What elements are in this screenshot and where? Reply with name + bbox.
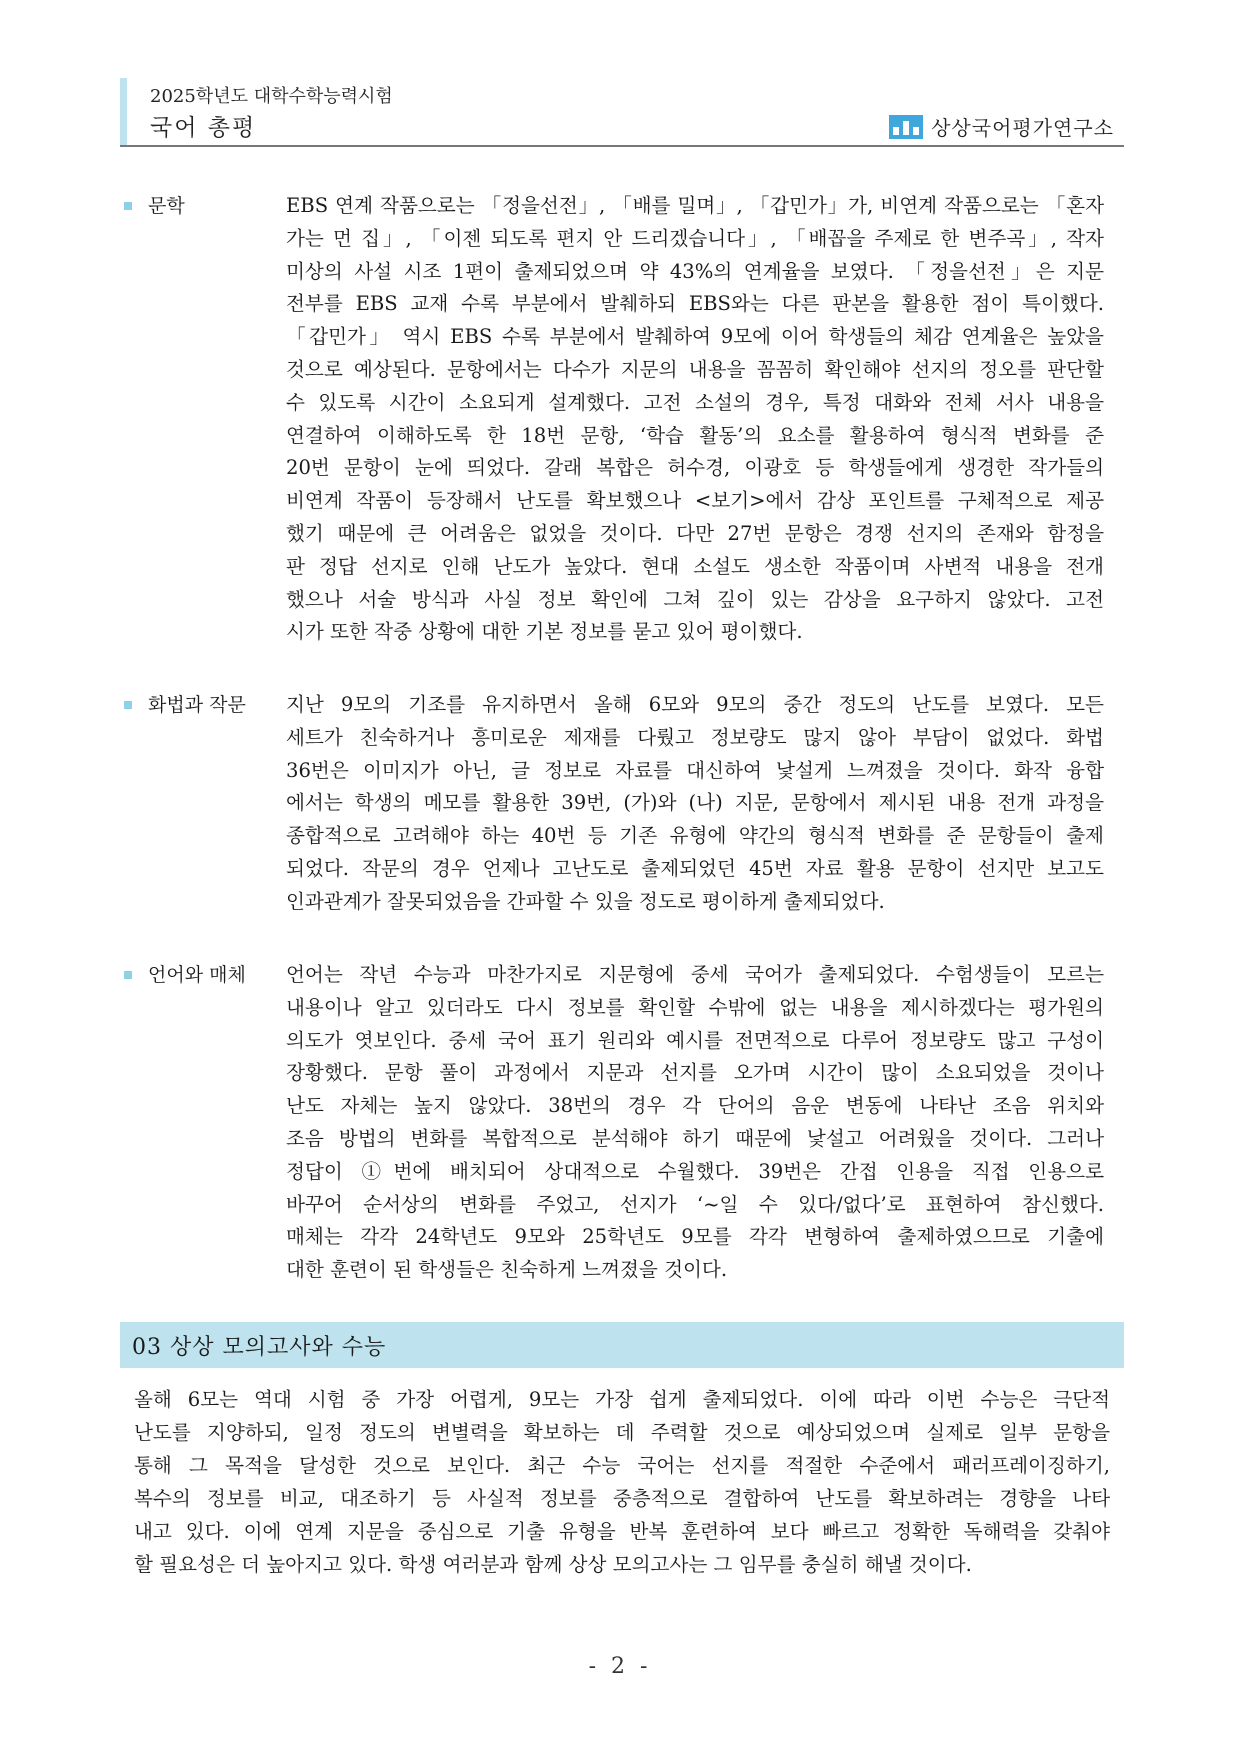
section-label: 문학 (148, 195, 185, 217)
text-line: 장황했다. 문항 풀이 과정에서 지문과 선지를 오가며 시간이 많이 소요되었을 것이나 (286, 1061, 1104, 1085)
header-subtitle: 2025학년도 대학수학능력시험 (150, 86, 393, 107)
text-line: 시가 또한 작중 상황에 대한 기본 정보를 묻고 있어 평이했다. (286, 620, 803, 644)
page-number: - 2 - (588, 1654, 652, 1679)
page-header (120, 78, 1124, 146)
text-line: EBS 연계 작품으로는 「정을선전」, 「배를 밀며」, 「갑민가」가, 비연계 작품으로는 「혼자 (286, 194, 1104, 217)
brand-name: 상상국어평가연구소 (931, 116, 1114, 140)
text-line: 바꾸어 순서상의 변화를 주었고, 선지가 ‘~일 수 있다/없다’로 표현하여 참신했다. (286, 1192, 1104, 1216)
text-line: 36번은 이미지가 아닌, 글 정보로 자료를 대신하여 낯설게 느껴졌을 것이다. 화작 융합 (286, 758, 1104, 782)
section-heading: 03 상상 모의고사와 수능 (132, 1335, 387, 1360)
section-body (286, 959, 1104, 1287)
header-accent-bar (120, 78, 127, 146)
text-line: 것으로 예상된다. 문항에서는 다수가 지문의 내용을 꼼꼼히 확인해야 선지의 정오를 판단할 (286, 357, 1104, 381)
header-divider (120, 145, 1124, 147)
text-line: 매체는 각각 24학년도 9모와 25학년도 9모를 각각 변형하여 출제하였으므로 기출에 (286, 1225, 1104, 1249)
text-line: 할 필요성은 더 높아지고 있다. 학생 여러분과 함께 상상 모의고사는 그 임무를 충실히 해낼 것이다. (134, 1553, 972, 1576)
text-line: 난도를 지양하되, 일정 정도의 변별력을 확보하는 데 주력할 것으로 예상되었으며 실제로 일부 문항을 (134, 1421, 1110, 1444)
section-heading-band (120, 1322, 1124, 1368)
text-line: 「갑민가」 역시 EBS 수록 부분에서 발췌하여 9모에 이어 학생들의 체감 연계율은 높았을 (286, 325, 1104, 349)
section03-paragraph (134, 1383, 1110, 1581)
section-bullet (124, 202, 132, 210)
text-line: 올해 6모는 역대 시험 중 가장 어렵게, 9모는 가장 쉽게 출제되었다. 이에 따라 이번 수능은 극단적 (134, 1388, 1110, 1411)
text-line: 연결하여 이해하도록 한 18번 문항, ‘학습 활동’의 요소를 활용하여 형식적 변화를 준 (286, 423, 1104, 447)
text-line: 복수의 정보를 비교, 대조하기 등 사실적 정보를 중층적으로 결합하여 난도를 확보하려는 경향을 나타 (134, 1487, 1110, 1510)
section-bullet (124, 701, 132, 709)
section-label: 화법과 작문 (148, 694, 246, 716)
text-line: 내용이나 알고 있더라도 다시 정보를 확인할 수밖에 없는 내용을 제시하겠다는 평가원의 (286, 995, 1104, 1019)
section-body (286, 689, 1104, 919)
text-line: 했기 때문에 큰 어려움은 없었을 것이다. 다만 27번 문항은 경쟁 선지의 존재와 함정을 (286, 521, 1104, 545)
text-line: 대한 훈련이 된 학생들은 친숙하게 느껴졌을 것이다. (286, 1258, 728, 1282)
text-line: 종합적으로 고려해야 하는 40번 등 기존 유형에 약간의 형식적 변화를 준 문항들이 출제 (286, 824, 1104, 848)
text-line: 정답이 ①번에 배치되어 상대적으로 수월했다. 39번은 간접 인용을 직접 인용으로 (286, 1159, 1104, 1183)
text-line: 전부를 EBS 교재 수록 부분에서 발췌하되 EBS와는 다른 판본을 활용한 점이 특이했다. (286, 292, 1104, 316)
section-body (286, 190, 1104, 649)
building-blocks-icon (889, 115, 923, 139)
text-line: 의도가 엿보인다. 중세 국어 표기 원리와 예시를 전면적으로 다루어 정보량도 많고 구성이 (286, 1028, 1104, 1052)
text-line: 판 정답 선지로 인해 난도가 높았다. 현대 소설도 생소한 작품이며 사변적 내용을 전개 (286, 554, 1104, 578)
text-line: 되었다. 작문의 경우 언제나 고난도로 출제되었던 45번 자료 활용 문항이 선지만 보고도 (286, 856, 1104, 880)
text-line: 20번 문항이 눈에 띄었다. 갈래 복합은 허수경, 이광호 등 학생들에게 생경한 작가들의 (286, 456, 1104, 480)
header-title: 국어 총평 (150, 115, 257, 141)
text-line: 난도 자체는 높지 않았다. 38번의 경우 각 단어의 음운 변동에 나타난 조음 위치와 (286, 1094, 1104, 1118)
brand (889, 112, 1114, 141)
text-line: 비연계 작품이 등장해서 난도를 확보했으나 <보기>에서 감상 포인트를 구체적으로 제공 (286, 489, 1104, 513)
text-line: 가는 먼 집」, 「이젠 되도록 편지 안 드리겠습니다」, 「배꼽을 주제로 한 변주곡」, 작자 (286, 226, 1104, 250)
text-line: 지난 9모의 기조를 유지하면서 올해 6모와 9모의 중간 정도의 난도를 보였다. 모든 (286, 693, 1104, 716)
text-line: 조음 방법의 변화를 복합적으로 분석해야 하기 때문에 낯설고 어려웠을 것이다. 그러나 (286, 1126, 1104, 1150)
text-line: 미상의 사설 시조 1편이 출제되었으며 약 43%의 연계율을 보였다. 「정을선전」은 지문 (286, 259, 1104, 283)
section-label: 언어와 매체 (148, 964, 246, 986)
text-line: 에서는 학생의 메모를 활용한 39번, (가)와 (나) 지문, 문항에서 제시된 내용 전개 과정을 (286, 791, 1104, 815)
text-line: 인과관계가 잘못되었음을 간파할 수 있을 정도로 평이하게 출제되었다. (286, 889, 885, 913)
text-line: 세트가 친숙하거나 흥미로운 제재를 다뤘고 정보량도 많지 않아 부담이 없었다. 화법 (286, 725, 1104, 749)
text-line: 내고 있다. 이에 연계 지문을 중심으로 기출 유형을 반복 훈련하여 보다 빠르고 정확한 독해력을 갖춰야 (134, 1520, 1110, 1543)
text-line: 했으나 서술 방식과 사실 정보 확인에 그쳐 깊이 있는 감상을 요구하지 않았다. 고전 (286, 587, 1104, 611)
text-line: 언어는 작년 수능과 마찬가지로 지문형에 중세 국어가 출제되었다. 수험생들이 모르는 (286, 963, 1104, 986)
section-bullet (124, 971, 132, 979)
text-line: 통해 그 목적을 달성한 것으로 보인다. 최근 수능 국어는 선지를 적절한 수준에서 패러프레이징하기, (134, 1454, 1110, 1477)
text-line: 수 있도록 시간이 소요되게 설계했다. 고전 소설의 경우, 특정 대화와 전체 서사 내용을 (286, 390, 1104, 414)
